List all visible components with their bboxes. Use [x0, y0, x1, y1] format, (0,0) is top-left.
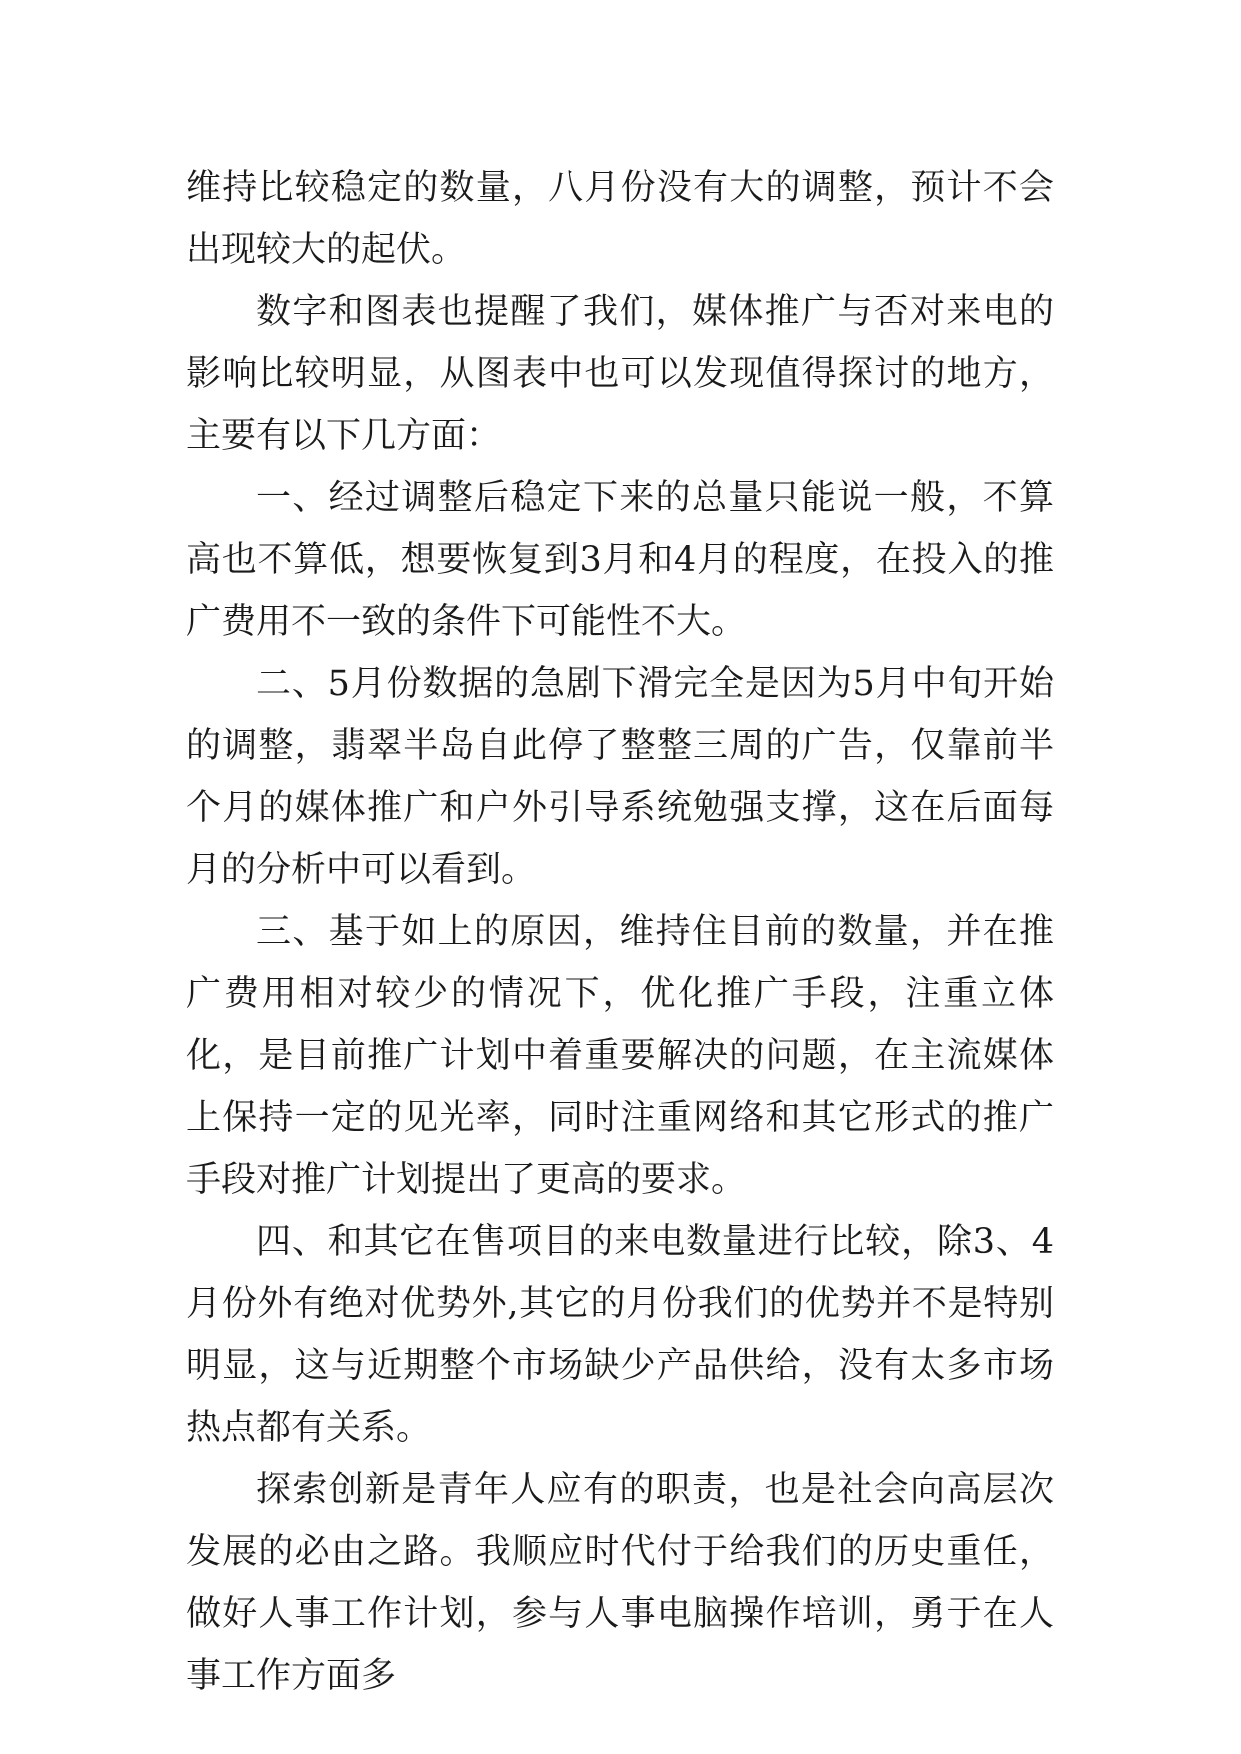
- paragraph-continued: 维持比较稳定的数量，八月份没有大的调整，预计不会出现较大的起伏。: [186, 168, 1054, 270]
- paragraph-media-effect: 数字和图表也提醒了我们，媒体推广与否对来电的影响比较明显，从图表中也可以发现值得探讨的地方，主要有以下几方面：: [186, 292, 1054, 456]
- paragraph-point-four: 四、和其它在售项目的来电数量进行比较，除3、4月份外有绝对优势外,其它的月份我们的优势并不是特别明显，这与近期整个市场缺少产品供给，没有太多市场热点都有关系。: [186, 1222, 1054, 1448]
- paragraph-point-one: 一、经过调整后稳定下来的总量只能说一般，不算高也不算低，想要恢复到3月和4月的程度，在投入的推广费用不一致的条件下可能性不大。: [186, 478, 1054, 642]
- paragraph-innovation: 探索创新是青年人应有的职责，也是社会向高层次发展的必由之路。我顺应时代付于给我们的历史重任，做好人事工作计划，参与人事电脑操作培训，勇于在人事工作方面多: [186, 1470, 1054, 1696]
- body-text: [186, 157, 1054, 1707]
- paragraph-point-three: 三、基于如上的原因，维持住目前的数量，并在推广费用相对较少的情况下，优化推广手段，注重立体化，是目前推广计划中着重要解决的问题，在主流媒体上保持一定的见光率，同时注重网络和其它形式的推广手段对推广计划提出了更高的要求。: [186, 912, 1054, 1200]
- paragraph-point-two: 二、5月份数据的急剧下滑完全是因为5月中旬开始的调整，翡翠半岛自此停了整整三周的广告，仅靠前半个月的媒体推广和户外引导系统勉强支撑，这在后面每月的分析中可以看到。: [186, 664, 1054, 890]
